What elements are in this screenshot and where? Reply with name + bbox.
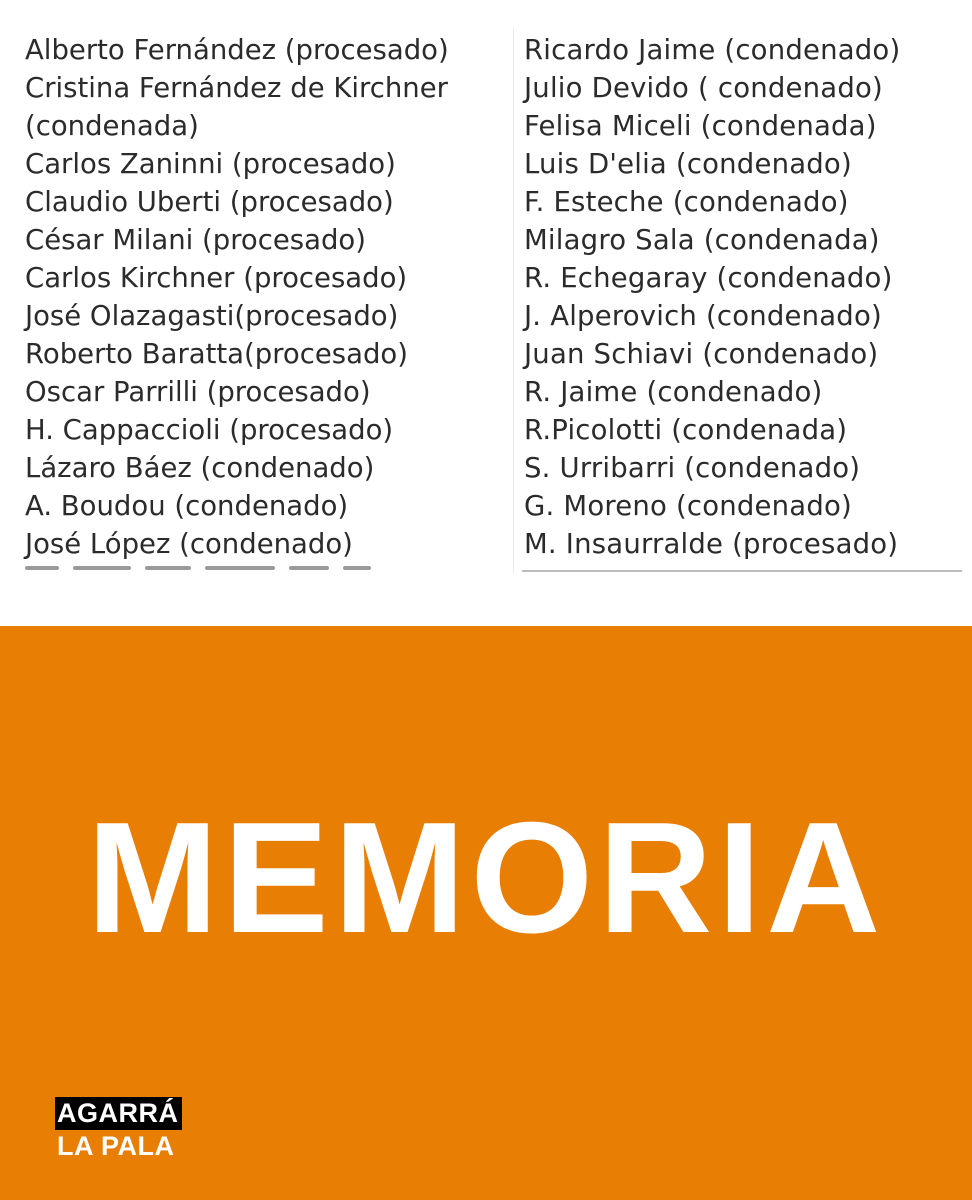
list-item: Cristina Fernández de Kirchner xyxy=(25,72,448,104)
left-names-column xyxy=(25,31,449,563)
list-item: H. Cappaccioli (procesado) xyxy=(25,414,394,446)
list-item: José Olazagasti(procesado) xyxy=(25,300,399,332)
list-item: Roberto Baratta(procesado) xyxy=(25,338,408,370)
list-item: José López (condenado) xyxy=(25,528,353,560)
list-item: César Milani (procesado) xyxy=(25,224,366,256)
list-item: R. Echegaray (condenado) xyxy=(524,262,893,294)
list-item: Carlos Kirchner (procesado) xyxy=(25,262,408,294)
list-item: Lázaro Báez (condenado) xyxy=(25,452,375,484)
list-item: Felisa Miceli (condenada) xyxy=(524,110,877,142)
list-item: R. Jaime (condenado) xyxy=(524,376,823,408)
brand-logo xyxy=(55,1097,182,1162)
list-item: A. Boudou (condenado) xyxy=(25,490,349,522)
list-item: Alberto Fernández (procesado) xyxy=(25,34,449,66)
list-item: Julio Devido ( condenado) xyxy=(524,72,883,104)
list-item: F. Esteche (condenado) xyxy=(524,186,849,218)
list-item: (condenada) xyxy=(25,110,199,142)
list-item: Luis D'elia (condenado) xyxy=(524,148,852,180)
list-bottom-border xyxy=(522,570,962,572)
memoria-banner xyxy=(0,626,972,1200)
list-item: J. Alperovich (condenado) xyxy=(524,300,882,332)
column-divider xyxy=(513,28,514,574)
list-item: Carlos Zaninni (procesado) xyxy=(25,148,396,180)
list-item: Claudio Uberti (procesado) xyxy=(25,186,394,218)
list-item: Milagro Sala (condenada) xyxy=(524,224,880,256)
list-item: Ricardo Jaime (condenado) xyxy=(524,34,901,66)
brand-logo-line1: AGARRÁ xyxy=(55,1097,182,1130)
cropped-text-remnant xyxy=(25,566,445,574)
brand-logo-line2: LA PALA xyxy=(57,1131,175,1161)
list-item: G. Moreno (condenado) xyxy=(524,490,852,522)
list-item: Juan Schiavi (condenado) xyxy=(524,338,879,370)
list-item: Oscar Parrilli (procesado) xyxy=(25,376,371,408)
list-item: R.Picolotti (condenada) xyxy=(524,414,848,446)
list-item: M. Insaurralde (procesado) xyxy=(524,528,899,560)
right-names-column xyxy=(524,31,900,563)
banner-headline: MEMORIA xyxy=(86,790,886,966)
list-item: S. Urribarri (condenado) xyxy=(524,452,861,484)
